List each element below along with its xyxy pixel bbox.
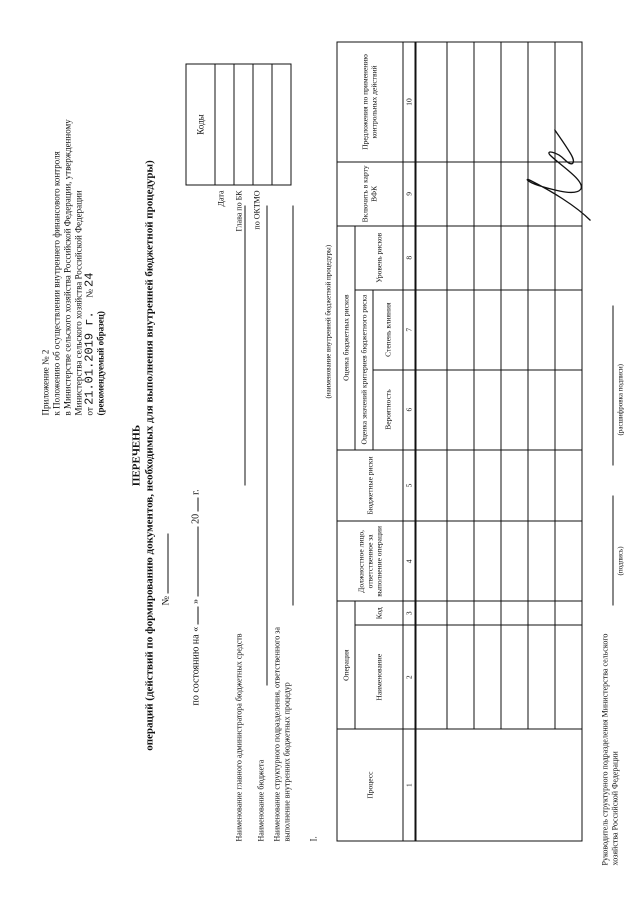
header-name: Наименование — [354, 625, 402, 729]
header-code: Код — [354, 601, 402, 625]
unit-label: Наименование структурного подразделения, ответственного за выполнение внутренних бюджетных процедур — [272, 626, 291, 841]
table-row — [446, 42, 473, 841]
appendix-line-2: к Положению об осуществлении внутреннего финансового контроля — [51, 150, 61, 415]
signature-line — [612, 495, 613, 605]
document-title — [130, 45, 156, 865]
number-prefix: № — [84, 288, 94, 298]
code-label-oktmo: по ОКТМО — [252, 190, 261, 230]
header-level: Уровень рисков — [354, 225, 402, 289]
header-assessment: Оценка бюджетных рисков — [336, 225, 354, 449]
col-num-6: 6 — [402, 369, 415, 449]
as-of-mid: » — [190, 598, 201, 604]
col-num-7: 7 — [402, 289, 415, 369]
decode-line — [612, 305, 613, 465]
header-process: Процесс — [336, 729, 402, 841]
as-of-suffix: г. — [190, 488, 201, 495]
date-prefix: от — [84, 406, 94, 415]
decode-caption: (расшифровка подписи) — [616, 363, 624, 435]
header-risks: Бюджетные риски — [336, 449, 402, 521]
header-impact: Степень влияния — [372, 289, 402, 369]
section-number: I. — [308, 835, 318, 841]
header-proposals: Предложения по применению контрольных действий — [336, 42, 402, 162]
col-num-2: 2 — [402, 625, 415, 729]
col-num-9: 9 — [402, 161, 415, 225]
admin-label: Наименование главного администратора бюджетных средств — [234, 632, 243, 841]
appendix-line-3: в Министерстве сельского хозяйства Российской Федерации, утвержденному — [62, 118, 72, 415]
code-row-extra — [272, 64, 290, 184]
title-subheading: операций (действий по формированию документов, необходимых для выполнения внутренней бюджетной процедуры) — [143, 159, 155, 751]
signature-caption: (подпись) — [616, 545, 624, 575]
as-of-year: 20 — [190, 513, 201, 524]
header-operation: Операция — [336, 601, 354, 729]
col-num-5: 5 — [402, 449, 415, 521]
handwritten-signature — [520, 125, 605, 225]
appendix-line-4: Министерства сельского хозяйства Российской Федерации — [73, 189, 83, 415]
col-num-8: 8 — [402, 225, 415, 289]
col-num-4: 4 — [402, 521, 415, 601]
signature-position: Руководитель структурного подразделения Министерства сельского хозяйства Российской Федерации — [600, 633, 619, 865]
order-number: 24 — [82, 272, 96, 287]
header-criteria: Оценка значений критериев бюджетного риска — [354, 289, 372, 449]
table-row — [473, 42, 500, 841]
title-heading: ПЕРЕЧЕНЬ — [130, 424, 142, 486]
number-sign: № — [160, 595, 171, 605]
header-include: Включить в карту ВФК — [336, 161, 402, 225]
appendix-line-1: Приложение № 2 — [40, 349, 50, 415]
col-num-10: 10 — [402, 42, 415, 162]
codes-header: Коды — [186, 64, 215, 184]
code-label-date: Дата — [216, 190, 225, 206]
budget-line — [266, 205, 267, 685]
appendix-date-line — [84, 85, 95, 415]
process-cell — [415, 729, 582, 841]
code-row-date — [215, 64, 234, 184]
column-numbers-row — [402, 42, 415, 841]
as-of-prefix: по состоянию на « — [190, 626, 201, 705]
recommended-sample: (рекомендуемый образец) — [95, 310, 105, 415]
admin-line — [244, 205, 245, 485]
order-date: 21.01.2019 г. — [82, 310, 96, 405]
unit-line — [292, 205, 293, 605]
budget-label: Наименование бюджета — [256, 759, 265, 841]
col-num-3: 3 — [402, 601, 415, 625]
codes-box — [185, 63, 291, 185]
list-number — [160, 533, 171, 605]
as-of-date — [190, 489, 201, 705]
table-row — [415, 42, 447, 841]
header-probability: Вероятность — [372, 369, 402, 449]
col-num-1: 1 — [402, 729, 415, 841]
code-row-chapter — [234, 64, 253, 184]
header-official: Должностное лицо, ответственное за выполнение операции — [336, 521, 402, 601]
code-label-chapter: Глава по БК — [234, 190, 243, 231]
procedure-caption: (наименование внутренней бюджетной процедуры) — [322, 42, 336, 601]
appendix-header — [40, 85, 106, 415]
code-row-oktmo — [253, 64, 272, 184]
